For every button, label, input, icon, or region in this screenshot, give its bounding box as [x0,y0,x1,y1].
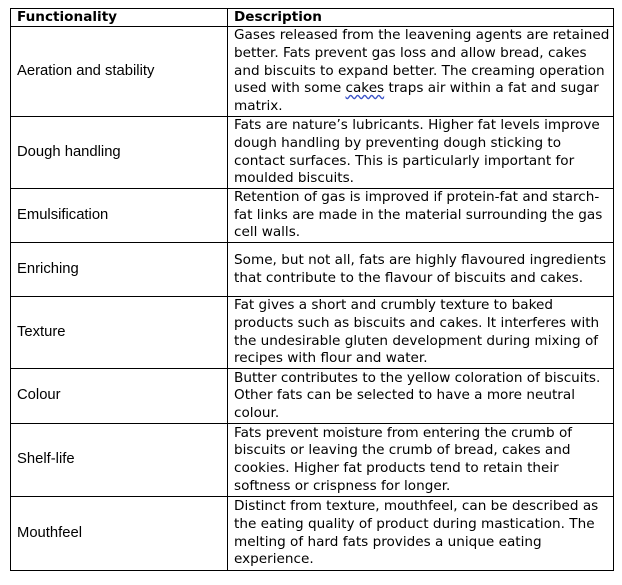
table-row [11,189,614,243]
functionality-cell: Enriching [11,243,228,297]
description-cell: Fats are nature’s lubricants. Higher fat levels improve dough handling by preventing dough sticking to contact surfaces. This is particularly important for moulded biscuits. [228,117,614,189]
table-row [11,497,614,571]
table-row [11,27,614,117]
description-cell [228,27,614,117]
header-row [11,9,614,27]
description-cell: Fat gives a short and crumbly texture to baked products such as biscuits and cakes. It interferes with the undesirable gluten development during mixing of recipes with flour and water. [228,297,614,369]
functionality-cell: Shelf-life [11,424,228,497]
functionality-cell: Dough handling [11,117,228,189]
table-row [11,297,614,369]
functionality-cell: Colour [11,369,228,424]
spellcheck-marked-word: cakes [345,80,385,97]
table-row [11,117,614,189]
description-cell: Retention of gas is improved if protein-fat and starch-fat links are made in the material surrounding the gas cell walls. [228,189,614,243]
description-cell: Distinct from texture, mouthfeel, can be described as the eating quality of product during mastication. The melting of hard fats provides a unique eating experience. [228,497,614,571]
description-text: traps air within a fat and sugar matrix. [234,80,599,115]
table-row [11,243,614,297]
table-row [11,369,614,424]
header-functionality: Functionality [11,9,228,27]
description-cell: Butter contributes to the yellow coloration of biscuits. Other fats can be selected to have a more neutral colour. [228,369,614,424]
header-description: Description [228,9,614,27]
description-text: Gases released from the leavening agents are retained better. Fats prevent gas loss and allow bread, cakes and biscuits to expand better. The creaming operation used with some [234,27,610,97]
description-cell: Fats prevent moisture from entering the crumb of biscuits or leaving the crumb of bread, cakes and cookies. Higher fat products tend to retain their softness or crispness for longer. [228,424,614,497]
functionality-cell: Texture [11,297,228,369]
description-cell: Some, but not all, fats are highly flavoured ingredients that contribute to the flavour of biscuits and cakes. [228,243,614,297]
functionality-table [10,8,614,571]
functionality-cell: Aeration and stability [11,27,228,117]
table-row [11,424,614,497]
functionality-cell: Mouthfeel [11,497,228,571]
functionality-cell: Emulsification [11,189,228,243]
